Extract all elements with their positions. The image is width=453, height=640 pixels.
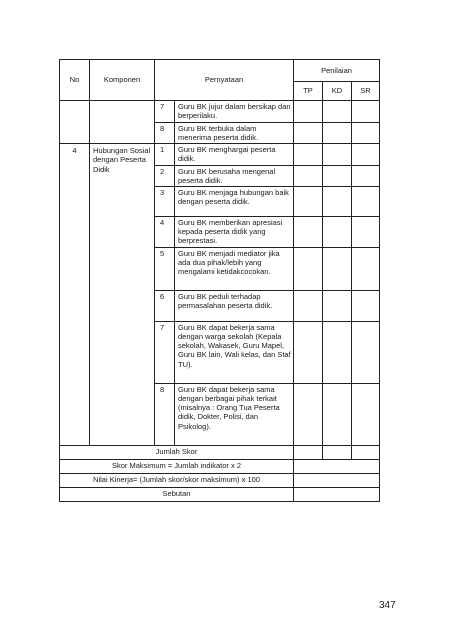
continuation-komponen-cell: [90, 101, 155, 144]
score-kd-cell[interactable]: [323, 101, 352, 123]
section-komponen: Hubungan Sosial dengan Peserta Didik: [90, 144, 155, 446]
score-tp-cell[interactable]: [294, 186, 323, 216]
score-tp-cell[interactable]: [294, 247, 323, 290]
score-kd-cell[interactable]: [323, 290, 352, 321]
score-kd-cell[interactable]: [323, 144, 352, 166]
jumlah-skor-kd-cell[interactable]: [323, 445, 352, 459]
score-tp-cell[interactable]: [294, 123, 323, 144]
score-tp-cell[interactable]: [294, 101, 323, 123]
score-kd-cell[interactable]: [323, 247, 352, 290]
score-sr-cell[interactable]: [352, 247, 380, 290]
score-tp-cell[interactable]: [294, 290, 323, 321]
score-sr-cell[interactable]: [352, 186, 380, 216]
score-kd-cell[interactable]: [323, 383, 352, 445]
statement-number: 3: [155, 186, 175, 216]
score-kd-cell[interactable]: [323, 166, 352, 187]
statement-number: 4: [155, 216, 175, 247]
statement-text: Guru BK peduli terhadap permasalahan peserta didik.: [175, 290, 294, 321]
header-no: No: [60, 60, 90, 101]
table-row: [60, 144, 380, 166]
score-kd-cell[interactable]: [323, 123, 352, 144]
statement-number: 8: [155, 383, 175, 445]
assessment-table: [59, 59, 380, 502]
statement-number: 5: [155, 247, 175, 290]
header-pernyataan: Pernyataan: [155, 60, 294, 101]
statement-text: Guru BK menghargai peserta didik.: [175, 144, 294, 166]
page-number: 347: [379, 600, 396, 611]
sebutan-label: Sebutan: [60, 487, 294, 501]
skor-maksimum-value-cell[interactable]: [294, 459, 380, 473]
score-sr-cell[interactable]: [352, 123, 380, 144]
score-tp-cell[interactable]: [294, 216, 323, 247]
statement-number: 8: [155, 123, 175, 144]
statement-number: 1: [155, 144, 175, 166]
score-tp-cell[interactable]: [294, 166, 323, 187]
table-row: [60, 101, 380, 123]
score-tp-cell[interactable]: [294, 144, 323, 166]
statement-text: Guru BK dapat bekerja sama dengan berbagai pihak terkait (misalnya : Orang Tua Peserta didik, Dokter, Polisi, dan Psikolog).: [175, 383, 294, 445]
statement-number: 6: [155, 290, 175, 321]
header-sr: SR: [352, 82, 380, 101]
jumlah-skor-sr-cell[interactable]: [352, 445, 380, 459]
table-row: [60, 487, 380, 501]
jumlah-skor-tp-cell[interactable]: [294, 445, 323, 459]
score-sr-cell[interactable]: [352, 166, 380, 187]
nilai-kinerja-value-cell[interactable]: [294, 473, 380, 487]
statement-text: Guru BK memberikan apresiasi kepada peserta didik yang berprestasi.: [175, 216, 294, 247]
section-number: 4: [60, 144, 90, 446]
statement-number: 2: [155, 166, 175, 187]
table-row: [60, 445, 380, 459]
score-kd-cell[interactable]: [323, 186, 352, 216]
statement-text: Guru BK terbuka dalam menerima peserta didik.: [175, 123, 294, 144]
score-sr-cell[interactable]: [352, 144, 380, 166]
header-tp: TP: [294, 82, 323, 101]
header-kd: KD: [323, 82, 352, 101]
statement-text: Guru BK menjadi mediator jika ada dua pihak/lebih yang mengalami ketidakcocokan.: [175, 247, 294, 290]
score-sr-cell[interactable]: [352, 216, 380, 247]
statement-text: Guru BK jujur dalam bersikap dan berperilaku.: [175, 101, 294, 123]
score-kd-cell[interactable]: [323, 216, 352, 247]
score-tp-cell[interactable]: [294, 321, 323, 383]
statement-number: 7: [155, 101, 175, 123]
header-komponen: Komponen: [90, 60, 155, 101]
statement-text: Guru BK menjaga hubungan baik dengan peserta didik.: [175, 186, 294, 216]
sebutan-value-cell[interactable]: [294, 487, 380, 501]
score-sr-cell[interactable]: [352, 101, 380, 123]
assessment-table-container: [59, 59, 379, 502]
jumlah-skor-label: Jumlah Skor: [60, 445, 294, 459]
skor-maksimum-label: Skor Maksimum = Jumlah indikator x 2: [60, 459, 294, 473]
score-tp-cell[interactable]: [294, 383, 323, 445]
nilai-kinerja-label: Nilai Kinerja= (Jumlah skor/skor maksimum) x 100: [60, 473, 294, 487]
statement-text: Guru BK dapat bekerja sama dengan warga sekolah (Kepala sekolah, Wakasek, Guru Mapel, Guru BK lain, Wali kelas, dan Staf TU).: [175, 321, 294, 383]
table-row: [60, 473, 380, 487]
score-sr-cell[interactable]: [352, 290, 380, 321]
continuation-no-cell: [60, 101, 90, 144]
header-penilaian: Penilaian: [294, 60, 380, 82]
score-kd-cell[interactable]: [323, 321, 352, 383]
table-row: [60, 459, 380, 473]
statement-number: 7: [155, 321, 175, 383]
score-sr-cell[interactable]: [352, 383, 380, 445]
statement-text: Guru BK berusaha mengenal peserta didik.: [175, 166, 294, 187]
score-sr-cell[interactable]: [352, 321, 380, 383]
